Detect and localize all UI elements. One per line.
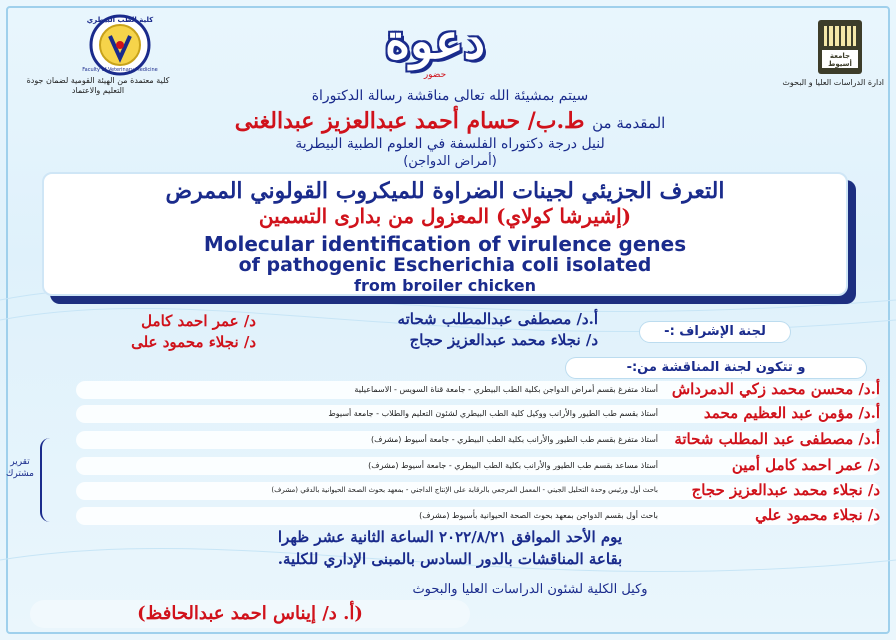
university-logo <box>798 14 882 84</box>
faculty-logo-sub: Faculty of Veterinary Medicine <box>82 67 158 73</box>
thesis-title-en-2: of pathogenic Escherichia coli isolated <box>238 254 652 276</box>
joint-report-note: تقرير مشترك <box>6 457 34 479</box>
committee-member <box>30 380 880 402</box>
member-desc: أستاذ مساعد بقسم طب الطيور والأرانب بكلية الطب البيطري - جامعة أسيوط (مشرف) <box>368 461 658 470</box>
candidate-name: ط.ب/ حسام أحمد عبدالعزيز عبدالغنى <box>234 108 585 134</box>
supervisor-3: د/ عمر احمد كامل <box>141 312 256 330</box>
member-name: أ.د/ محسن محمد زكي الدمرداش <box>671 380 880 398</box>
member-desc: أستاذ متفرغ بقسم طب الطيور والأرانب بكلية الطب البيطري - جامعة أسيوط (مشرف) <box>371 435 658 444</box>
thesis-title-ar-2: (إشيرشا كولاي) المعزول من بدارى التسمين <box>258 204 632 228</box>
supervision-label: لجنة الإشراف :- <box>640 322 790 342</box>
member-name: أ.د/ مؤمن عبد العظيم محمد <box>703 404 880 422</box>
member-desc: أستاذ بقسم طب الطيور والأرانب ووكيل كلية الطب البيطري لشئون التعليم والطلاب - جامعة أسيوط <box>328 409 658 418</box>
member-desc: باحث أول بقسم الدواجن بمعهد بحوث الصحة الحيوانية بأسيوط (مشرف) <box>419 511 658 520</box>
university-logo-text: جامعة أسيوط <box>828 52 852 68</box>
candidate-line <box>130 108 770 134</box>
faculty-logo-text: كلية الطب البيطري <box>86 16 154 24</box>
faculty-caption: كلية معتمدة من الهيئة القومية لضمان جودة التعليم والاعتماد <box>26 76 170 95</box>
member-name: أ.د/ مصطفى عبد المطلب شحاتة <box>674 430 880 448</box>
committee-member <box>30 404 880 426</box>
candidate-prefix: المقدمة من <box>592 114 666 132</box>
specialty-line: (أمراض الدواجن) <box>403 154 497 169</box>
university-caption: ادارة الدراسات العليا و البحوث <box>782 78 884 87</box>
thesis-title-en-1: Molecular identification of virulence genes <box>203 232 687 256</box>
intro-line: سيتم بمشيئة الله تعالى مناقشة رسالة الدكتوراة <box>311 88 589 104</box>
thesis-title-en-3: from broiler chicken <box>354 276 536 295</box>
member-name: د/ نجلاء محمد عبدالعزيز حجاج <box>691 481 880 499</box>
date-line: يوم الأحد الموافق ٢٠٢٢/٨/٢١ الساعة الثانية عشر ظهرا <box>277 528 623 546</box>
committee-member <box>30 456 880 478</box>
degree-line: لنيل درجة دكتوراه الفلسفة في العلوم الطبية البيطرية <box>295 136 605 152</box>
committee-member <box>30 481 880 503</box>
vice-dean-name: (أ. د/ إيناس احمد عبدالحافظ) <box>137 603 363 624</box>
invitation-sub: حضور <box>423 70 447 80</box>
vice-dean-title: وكيل الكلية لشئون الدراسات العليا والبحوث <box>412 582 648 597</box>
report-brace <box>40 438 52 522</box>
supervisor-2: د/ نجلاء محمد عبدالعزيز حجاج <box>409 331 598 349</box>
invitation-word: دعوة <box>385 14 485 70</box>
supervisor-4: د/ نجلاء محمود على <box>131 333 256 351</box>
member-name: د/ عمر احمد كامل أمين <box>731 456 880 474</box>
committee-member <box>30 506 880 528</box>
committee-label: و تتكون لجنة المناقشة من:- <box>566 358 866 378</box>
thesis-title-ar-1: التعرف الجزيئي لجينات الضراوة للميكروب القولوني الممرض <box>165 178 725 204</box>
member-desc: باحث أول ورئيس وحدة التحليل الجيني - المعمل المرجعي بالرقابة على الإنتاج الداجني - بمعهد بحوث الصحة الحيوانية بالدقي (مشرف) <box>271 486 658 494</box>
invitation-title-graphic <box>300 14 570 94</box>
member-name: د/ نجلاء محمود علي <box>755 506 880 524</box>
member-desc: أستاذ متفرغ بقسم أمراض الدواجن بكلية الطب البيطري - جامعة قناة السويس - الاسماعيلية <box>354 385 658 394</box>
committee-member <box>30 430 880 452</box>
place-line: بقاعة المناقشات بالدور السادس بالمبنى الإداري للكلية. <box>277 550 623 568</box>
supervisor-1: أ.د/ مصطفى عبدالمطلب شحاته <box>397 310 598 328</box>
